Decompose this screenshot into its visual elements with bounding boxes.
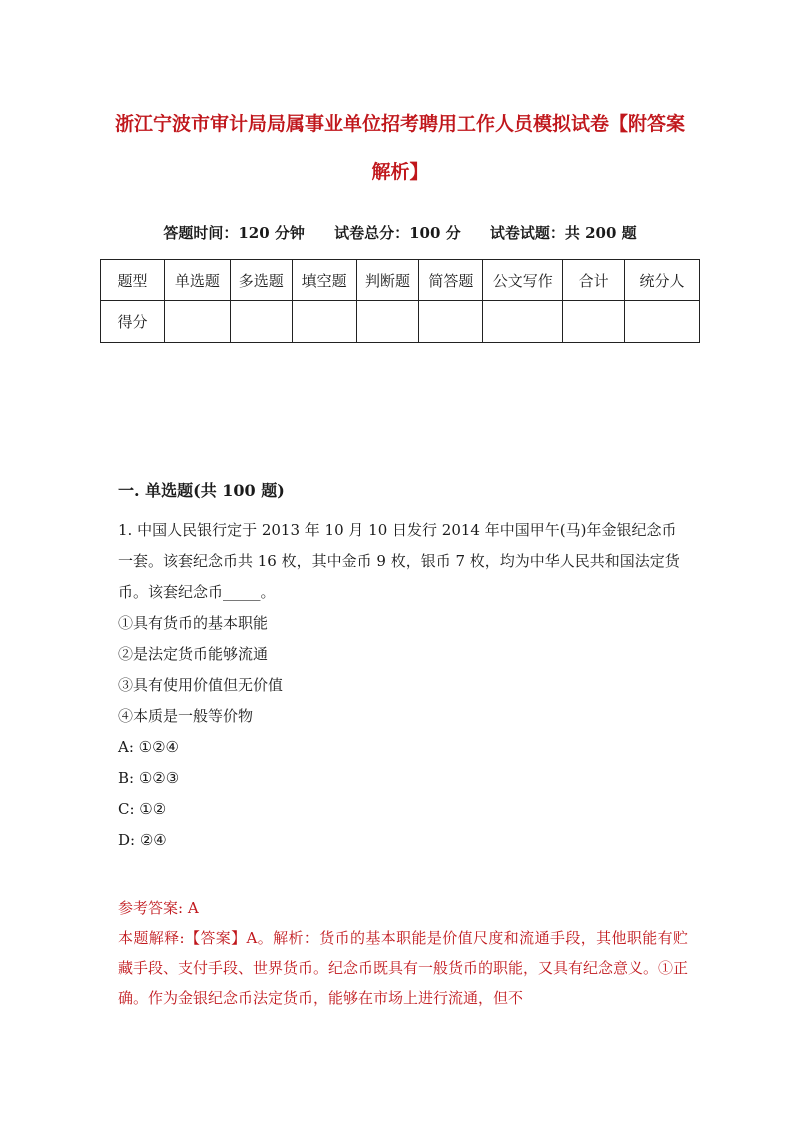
exam-time: 答题时间：120 分钟 xyxy=(163,224,305,242)
reference-answer: 参考答案: A xyxy=(118,899,199,917)
question-statement: ④本质是一般等价物 xyxy=(118,707,254,725)
question-statement: ①具有货币的基本职能 xyxy=(118,614,269,632)
score-table-header: 合计 xyxy=(563,260,625,301)
score-cell xyxy=(625,301,700,343)
score-table-header: 判断题 xyxy=(356,260,419,301)
score-table-header: 单选题 xyxy=(164,260,230,301)
score-cell xyxy=(563,301,625,343)
question-option: C: ①② xyxy=(118,800,167,818)
score-table-header: 简答题 xyxy=(419,260,483,301)
score-cell xyxy=(483,301,563,343)
score-table-score-row xyxy=(101,301,700,343)
score-table-header: 公文写作 xyxy=(483,260,563,301)
question-option: D: ②④ xyxy=(118,831,167,849)
score-table-header-row xyxy=(101,260,700,301)
score-table-header: 题型 xyxy=(101,260,165,301)
exam-total-score: 试卷总分：100 分 xyxy=(334,224,461,242)
question-1 xyxy=(118,515,688,856)
score-table-header: 填空题 xyxy=(292,260,356,301)
score-table-header: 多选题 xyxy=(230,260,292,301)
score-cell xyxy=(419,301,483,343)
exam-meta xyxy=(100,222,700,244)
question-statement: ②是法定货币能够流通 xyxy=(118,645,269,663)
question-statement: ③具有使用价值但无价值 xyxy=(118,676,284,694)
score-cell xyxy=(164,301,230,343)
question-option: B: ①②③ xyxy=(118,769,180,787)
answer-explanation: 本题解释:【答案】A。解析：货币的基本职能是价值尺度和流通手段，其他职能有贮藏手段、支付手段、世界货币。纪念币既具有一般货币的职能，又具有纪念意义。①正确。作为金银纪念币法定货币，能够在市场上进行流通，但不 xyxy=(118,929,689,1007)
exam-question-count: 试卷试题：共 200 题 xyxy=(489,224,637,242)
answer-block xyxy=(118,893,688,1013)
score-row-label: 得分 xyxy=(101,301,165,343)
score-cell xyxy=(230,301,292,343)
score-table-header: 统分人 xyxy=(625,260,700,301)
score-table xyxy=(100,259,700,343)
page-title: 浙江宁波市审计局局属事业单位招考聘用工作人员模拟试卷【附答案解析】 xyxy=(114,113,685,183)
score-cell xyxy=(356,301,419,343)
section-heading: 一. 单选题(共 100 题) xyxy=(118,481,285,500)
question-option: A: ①②④ xyxy=(118,738,179,756)
score-cell xyxy=(292,301,356,343)
question-stem: 1. 中国人民银行定于 2013 年 10 月 10 日发行 2014 年中国甲午(马)年金银纪念币一套。该套纪念币共 16 枚，其中金币 9 枚，银币 7 枚，均为中华人民共和国法定货币。该套纪念币_____。 xyxy=(118,521,680,601)
